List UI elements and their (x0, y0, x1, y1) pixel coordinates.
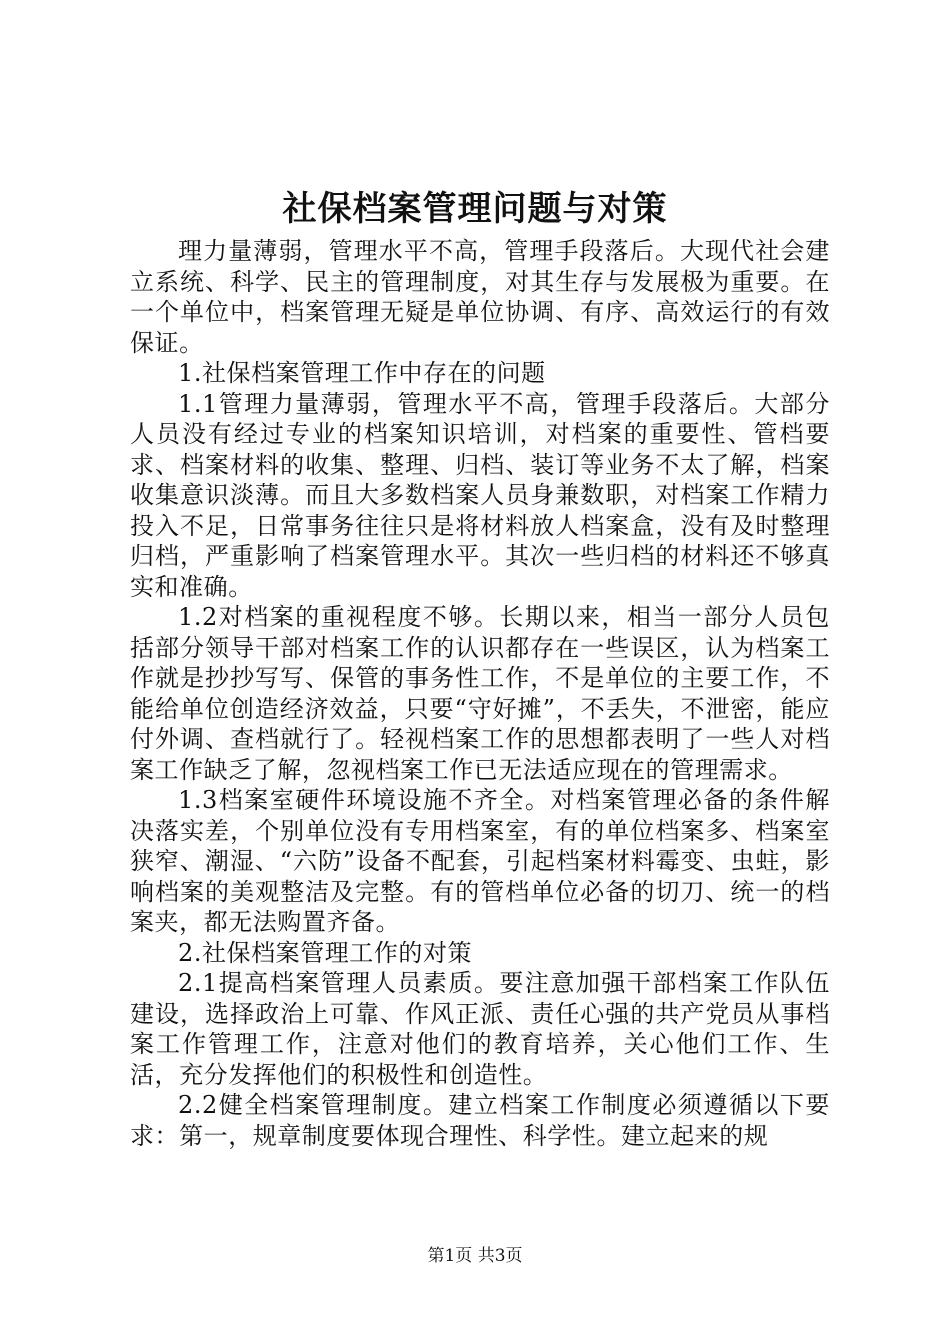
intro-paragraph: 理力量薄弱，管理水平不高，管理手段落后。大现代社会建立系统、科学、民主的管理制度，对其生存与发展极为重要。在一个单位中，档案管理无疑是单位协调、有序、高效运行的有效保证。 (130, 237, 830, 357)
paragraph-1-2: 1.2对档案的重视程度不够。长期以来，相当一部分人员包括部分领导干部对档案工作的认识都存在一些误区，认为档案工作就是抄抄写写、保管的事务性工作，不是单位的主要工作，不能给单位创造经济效益，只要“守好摊”，不丢失，不泄密，能应付外调、查档就行了。轻视档案工作的思想都表明了一些人对档案工作缺乏了解，忽视档案工作已无法适应现在的管理需求。 (130, 603, 830, 784)
document-body (130, 236, 830, 1151)
section-heading-countermeasures: 2.社保档案管理工作的对策 (178, 938, 473, 967)
page-number-footer: 第1页 共3页 (427, 1246, 523, 1266)
paragraph-2-2: 2.2健全档案管理制度。建立档案工作制度必须遵循以下要求：第一，规章制度要体现合理性、科学性。建立起来的规 (130, 1091, 830, 1150)
paragraph-1-3: 1.3档案室硬件环境设施不齐全。对档案管理必备的条件解决落实差，个别单位没有专用档案室，有的单位档案多、档案室狭窄、潮湿、“六防”设备不配套，引起档案材料霉变、虫蛀，影响档案的美观整洁及完整。有的管档单位必备的切刀、统一的档案夹，都无法购置齐备。 (130, 786, 830, 936)
document-title: 社保档案管理问题与对策 (282, 189, 668, 229)
section-heading-problems: 1.社保档案管理工作中存在的问题 (178, 359, 546, 387)
paragraph-1-1: 1.1管理力量薄弱，管理水平不高，管理手段落后。大部分人员没有经过专业的档案知识培训，对档案的重要性、管档要求、档案材料的收集、整理、归档、装订等业务不太了解，档案收集意识淡薄。而且大多数档案人员身兼数职，对档案工作精力投入不足，日常事务往往只是将材料放人档案盒，没有及时整理归档，严重影响了档案管理水平。其次一些归档的材料还不够真实和准确。 (130, 389, 830, 601)
paragraph-2-1: 2.1提高档案管理人员素质。要注意加强干部档案工作队伍建设，选择政治上可靠、作风正派、责任心强的共产党员从事档案工作管理工作，注意对他们的教育培养，关心他们工作、生活，充分发挥他们的积极性和创造性。 (130, 969, 830, 1089)
